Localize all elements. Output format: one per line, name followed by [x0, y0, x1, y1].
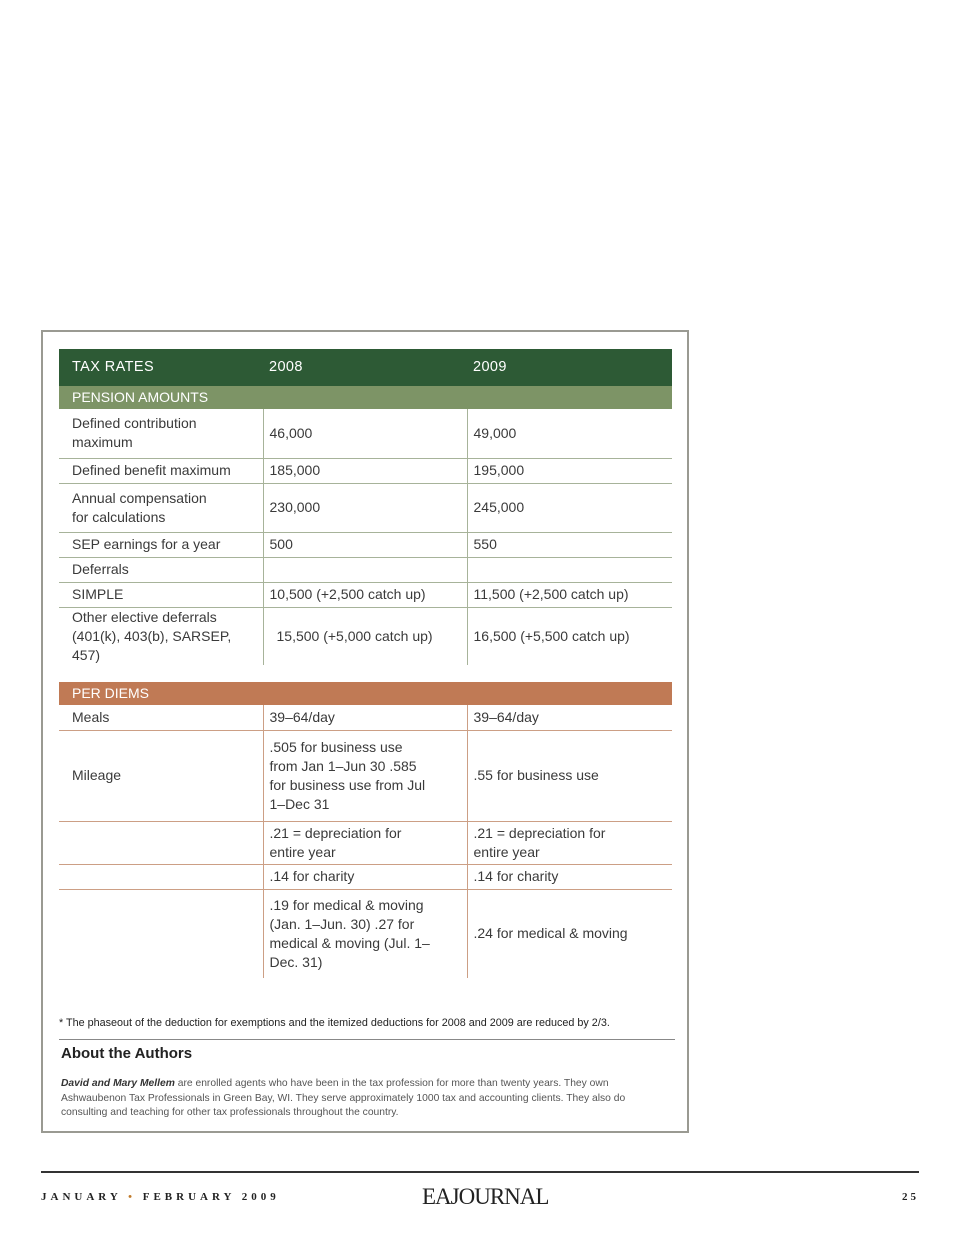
row-value-2009: .14 for charity: [467, 864, 672, 889]
row-value-2008: [263, 557, 467, 582]
table-row: [59, 409, 672, 458]
row-label: Defined benefit maximum: [59, 458, 263, 483]
table-row: [59, 483, 672, 532]
row-value-2008: 46,000: [263, 409, 467, 458]
divider: [59, 1039, 675, 1040]
row-value-2008: 15,500 (+5,000 catch up): [263, 607, 467, 665]
page-number: 25: [902, 1191, 919, 1203]
footer-issue-date: [41, 1191, 280, 1203]
table-row: [59, 705, 672, 730]
row-value-2009: 39–64/day: [467, 705, 672, 730]
table-row: [59, 458, 672, 483]
row-value-2008: 185,000: [263, 458, 467, 483]
row-value-2008: 10,500 (+2,500 catch up): [263, 582, 467, 607]
tax-rates-table: [59, 349, 672, 665]
row-label: SIMPLE: [59, 582, 263, 607]
table-row: [59, 821, 672, 864]
row-value-2009: 11,500 (+2,500 catch up): [467, 582, 672, 607]
ea-journal-logo: EAJOURNAL: [422, 1184, 549, 1209]
section-title: PER DIEMS: [59, 682, 672, 705]
row-value-2008: .21 = depreciation for entire year: [263, 821, 467, 864]
row-label: [59, 889, 263, 978]
row-label: [59, 864, 263, 889]
row-value-2008: 230,000: [263, 483, 467, 532]
row-value-2008: 39–64/day: [263, 705, 467, 730]
issue-month-2: FEBRUARY 2009: [142, 1191, 280, 1203]
row-value-2008: .19 for medical & moving (Jan. 1–Jun. 30) .27 for medical & moving (Jul. 1–Dec. 31): [263, 889, 467, 978]
row-value-2009: .24 for medical & moving: [467, 889, 672, 978]
row-value-2009: .55 for business use: [467, 730, 672, 821]
about-authors-text: [61, 1077, 661, 1121]
row-value-2009: 245,000: [467, 483, 672, 532]
header-2008: 2008: [263, 349, 467, 386]
row-value-2008: 500: [263, 532, 467, 557]
header-2009: 2009: [467, 349, 672, 386]
table-row: [59, 864, 672, 889]
row-value-2009: 49,000: [467, 409, 672, 458]
author-bio: are enrolled agents who have been in the tax profession for more than twenty years. They own Ashwaubenon Tax Professionals in Green Bay, WI. They serve approximately 1000 tax and accounting clients. They also do consulting and teaching for other tax professionals throughout the country.: [61, 1078, 626, 1118]
row-value-2009: 195,000: [467, 458, 672, 483]
row-label: SEP earnings for a year: [59, 532, 263, 557]
row-label: Annual compensation for calculations: [59, 483, 263, 532]
table-row: [59, 582, 672, 607]
per-diem-table: [59, 682, 672, 978]
row-value-2008: .505 for business use from Jan 1–Jun 30 .585 for business use from Jul 1–Dec 31: [263, 730, 467, 821]
table-row: [59, 557, 672, 582]
about-authors-title: About the Authors: [61, 1045, 193, 1062]
table-header-row: [59, 349, 672, 386]
row-value-2009: .21 = depreciation for entire year: [467, 821, 672, 864]
row-value-2008: .14 for charity: [263, 864, 467, 889]
table-row: [59, 607, 672, 665]
row-label: Defined contribution maximum: [59, 409, 263, 458]
footnote: * The phaseout of the deduction for exemptions and the itemized deductions for 2008 and 2009 are reduced by 2/3.: [59, 1017, 610, 1029]
table-row: [59, 730, 672, 821]
issue-month-1: JANUARY: [41, 1191, 122, 1203]
row-label: [59, 821, 263, 864]
separator-dot: •: [128, 1191, 136, 1203]
footer-divider: [41, 1171, 919, 1173]
author-names: David and Mary Mellem: [61, 1078, 175, 1089]
header-label: TAX RATES: [59, 349, 263, 386]
row-value-2009: 550: [467, 532, 672, 557]
row-label: Deferrals: [59, 557, 263, 582]
table-row: [59, 532, 672, 557]
section-header-per-diems: [59, 682, 672, 705]
row-value-2009: [467, 557, 672, 582]
row-label: Mileage: [59, 730, 263, 821]
row-value-2009: 16,500 (+5,500 catch up): [467, 607, 672, 665]
table-row: [59, 889, 672, 978]
row-label: Meals: [59, 705, 263, 730]
row-label: Other elective deferrals (401(k), 403(b), SARSEP, 457): [72, 608, 232, 663]
section-header-pension: [59, 386, 672, 409]
section-title: PENSION AMOUNTS: [59, 386, 672, 409]
